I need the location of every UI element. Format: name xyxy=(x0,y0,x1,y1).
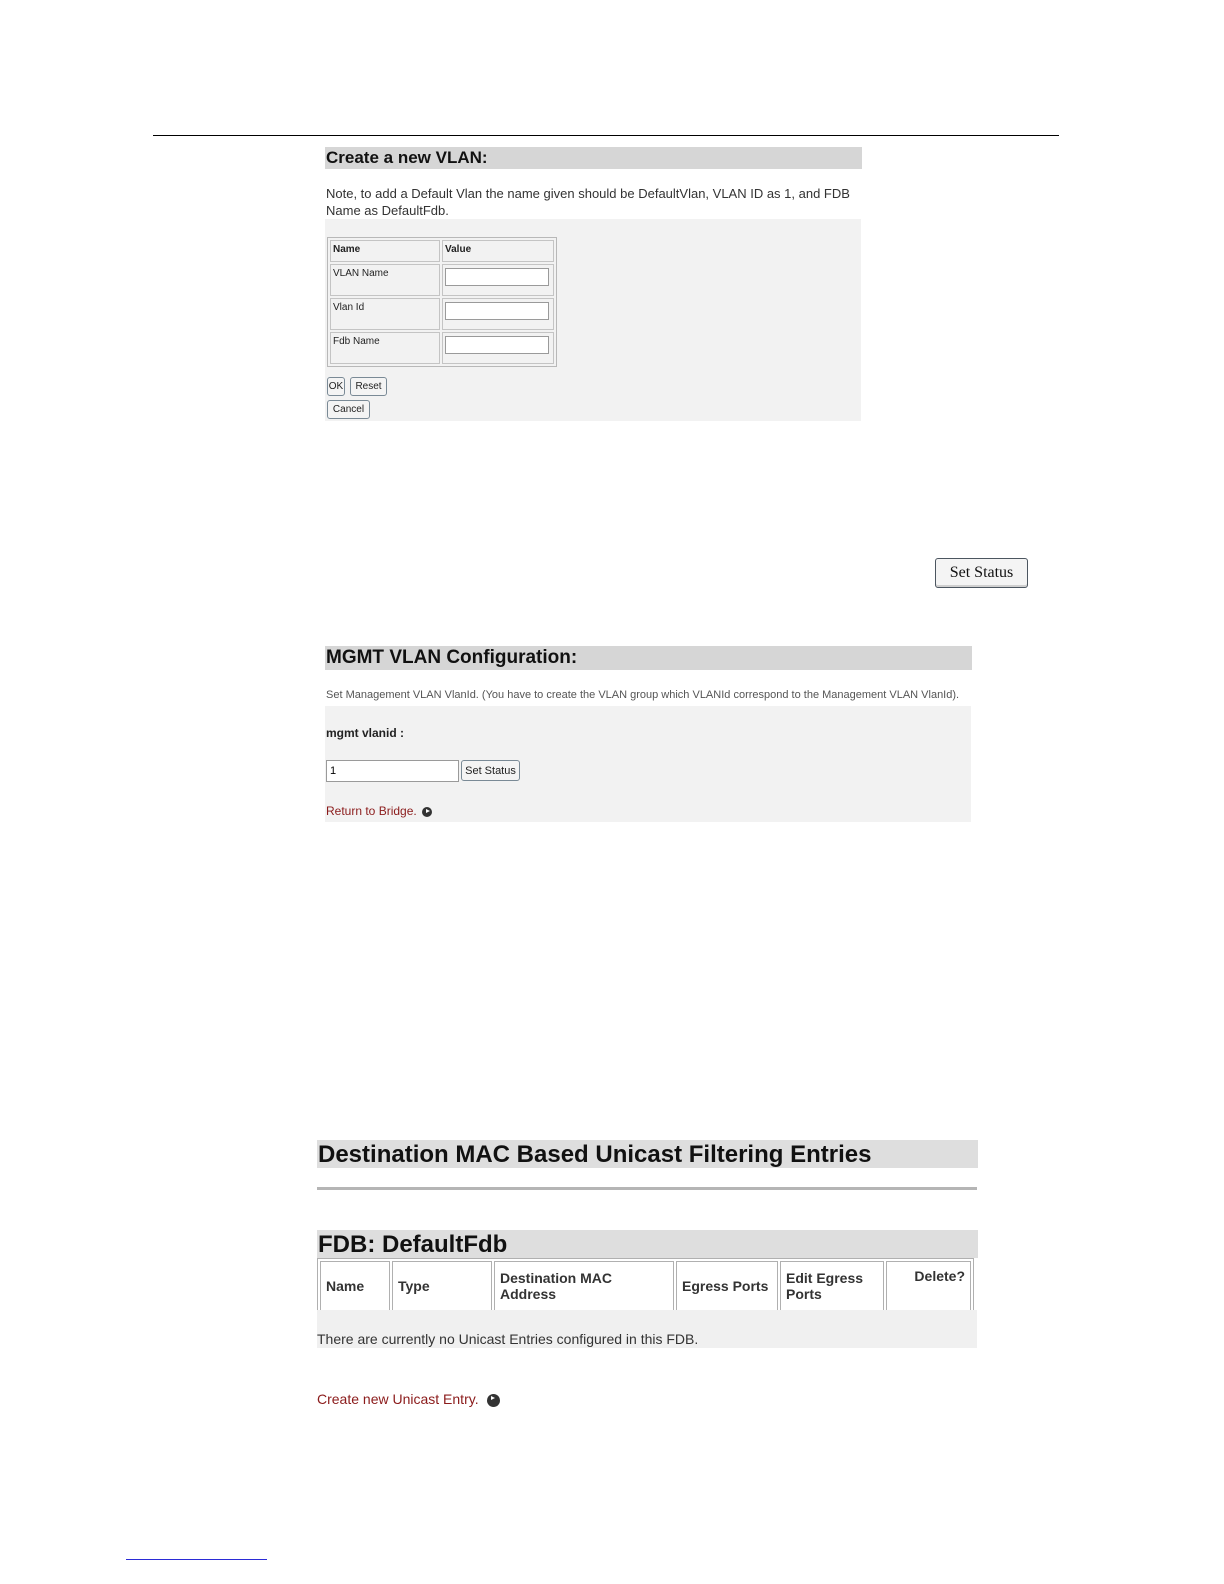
vlan-name-input[interactable] xyxy=(445,268,549,286)
footnote-rule xyxy=(126,1559,267,1560)
fdb-name-input[interactable] xyxy=(445,336,549,354)
create-vlan-panel xyxy=(325,219,861,421)
fdb-title: FDB: DefaultFdb xyxy=(317,1230,978,1258)
column-header-egress-ports: Egress Ports xyxy=(676,1261,778,1311)
vlan-id-label: Vlan Id xyxy=(330,298,440,330)
section-divider xyxy=(317,1187,977,1190)
create-vlan-section xyxy=(325,147,861,421)
mgmt-vlan-title: MGMT VLAN Configuration: xyxy=(325,646,972,670)
create-vlan-note: Note, to add a Default Vlan the name given should be DefaultVlan, VLAN ID as 1, and FDB Name as DefaultFdb. xyxy=(326,186,850,218)
empty-entries-message: There are currently no Unicast Entries configured in this FDB. xyxy=(317,1331,699,1347)
arrow-right-circle-icon xyxy=(487,1394,500,1407)
table-row xyxy=(330,298,554,330)
column-header-type: Type xyxy=(392,1261,492,1311)
mgmt-set-status-button[interactable]: Set Status xyxy=(461,760,520,781)
page-top-divider xyxy=(153,135,1059,136)
fdb-name-label: Fdb Name xyxy=(330,332,440,364)
column-header-value: Value xyxy=(442,240,554,262)
column-header-name: Name xyxy=(330,240,440,262)
column-header-delete: Delete? xyxy=(886,1261,971,1311)
return-to-bridge-link[interactable] xyxy=(326,804,432,818)
table-row xyxy=(330,264,554,296)
unicast-entries-table xyxy=(317,1258,974,1314)
create-unicast-entry-link[interactable] xyxy=(317,1391,500,1407)
ok-button[interactable]: OK xyxy=(327,377,345,396)
mgmt-vlan-description: Set Management VLAN VlanId. (You have to create the VLAN group which VLANId correspond to the Management VLAN VlanId). xyxy=(326,689,960,701)
column-header-destination-mac: Destination MAC Address xyxy=(494,1261,674,1311)
unicast-filtering-title: Destination MAC Based Unicast Filtering Entries xyxy=(317,1140,978,1168)
vlan-form-table xyxy=(327,237,557,367)
mgmt-vlan-section xyxy=(325,646,971,822)
column-header-name: Name xyxy=(320,1261,390,1311)
vlan-name-label: VLAN Name xyxy=(330,264,440,296)
column-header-edit-egress-ports: Edit Egress Ports xyxy=(780,1261,884,1311)
vlan-id-input[interactable] xyxy=(445,302,549,320)
arrow-right-circle-icon xyxy=(422,807,432,817)
create-vlan-title: Create a new VLAN: xyxy=(325,147,862,169)
table-row xyxy=(330,332,554,364)
set-status-button[interactable]: Set Status xyxy=(935,558,1028,588)
create-unicast-entry-label[interactable]: Create new Unicast Entry. xyxy=(317,1391,479,1407)
mgmt-vlanid-input[interactable] xyxy=(326,760,459,782)
cancel-button[interactable]: Cancel xyxy=(327,400,370,419)
reset-button[interactable]: Reset xyxy=(350,377,387,396)
return-to-bridge-label[interactable]: Return to Bridge. xyxy=(326,804,417,818)
mgmt-vlanid-label: mgmt vlanid : xyxy=(326,726,405,740)
